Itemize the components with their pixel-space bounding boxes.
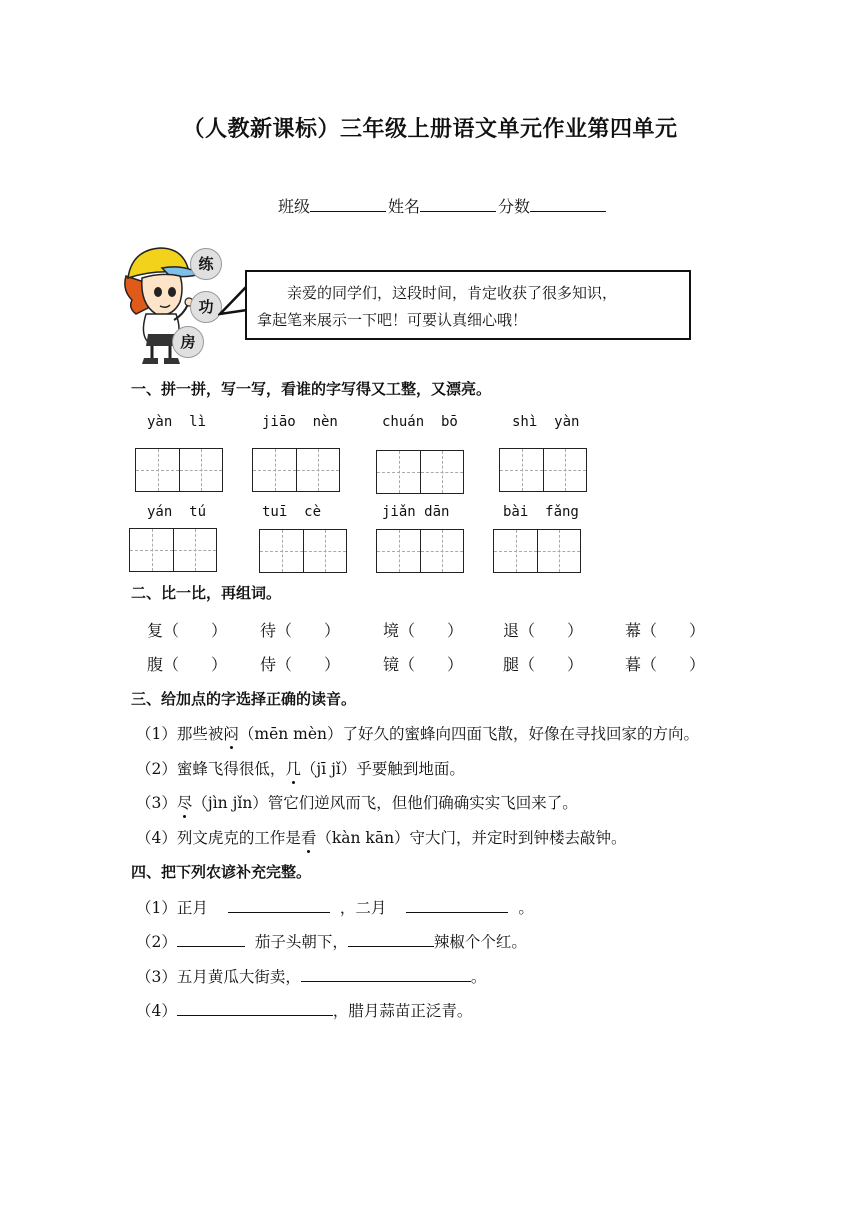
name-blank[interactable] [420, 197, 496, 212]
question-text: ，腊月蒜苗正泛青。 [332, 1002, 473, 1020]
question-text: （2） [136, 933, 177, 951]
question-text: （4）列文虎克的工作是 [136, 829, 301, 847]
writing-grid[interactable] [376, 529, 464, 573]
writing-grid[interactable] [259, 529, 347, 573]
question-text: （1）那些被 [136, 725, 224, 743]
pinyin-yan-tu: yán tú [147, 504, 207, 520]
pinyin-shi-yan: shì yàn [512, 414, 580, 430]
badge-gong: 功 [190, 291, 222, 323]
answer-blank[interactable] [301, 967, 471, 982]
question-text: ，二月 [339, 899, 387, 917]
question-text: （jī jǐ）乎要触到地面。 [300, 760, 465, 778]
badge-fang: 房 [172, 326, 204, 358]
writing-grid[interactable] [129, 528, 217, 572]
question-text: 茄子头朝下， [254, 933, 348, 951]
pinyin-chuan-bo: chuán bō [382, 414, 458, 430]
class-label: 班级 [278, 197, 311, 216]
compare-item: 暮（ ） [625, 655, 706, 674]
question-text: 。 [470, 968, 487, 986]
writing-grid[interactable] [135, 448, 223, 492]
compare-item: 复（ ） [147, 621, 228, 640]
question-text: （4） [136, 1002, 177, 1020]
badge-lian: 练 [190, 248, 222, 280]
writing-grid[interactable] [376, 450, 464, 494]
question-text: （jìn jǐn）管它们逆风而飞，但他们确确实实飞回来了。 [192, 794, 578, 812]
class-blank[interactable] [310, 197, 386, 212]
pinyin-jian-dan: jiǎn dān [382, 504, 450, 520]
question-text: （2）蜜蜂飞得很低， [136, 760, 286, 778]
name-label: 姓名 [388, 197, 421, 216]
section-2-heading: 二、比一比，再组词。 [131, 584, 282, 602]
section-4-heading: 四、把下列农谚补充完整。 [131, 863, 312, 881]
compare-item: 腿（ ） [503, 655, 584, 674]
bubble-line-2: 拿起笔来展示一下吧！可要认真细心哦！ [257, 311, 528, 329]
dotted-character: 尽 [177, 791, 193, 813]
compare-item: 境（ ） [383, 621, 464, 640]
answer-blank[interactable] [228, 898, 330, 913]
student-info-line [278, 194, 608, 217]
proverb-question-1 [136, 896, 534, 918]
question-text: （kàn kān）守大门，并定时到钟楼去敲钟。 [316, 829, 627, 847]
proverb-question-3 [136, 965, 486, 987]
answer-blank[interactable] [406, 898, 508, 913]
compare-item: 腹（ ） [147, 655, 228, 674]
dotted-character: 看 [301, 826, 317, 848]
dotted-character: 几 [285, 757, 301, 779]
dotted-character: 闷 [223, 722, 239, 744]
writing-grid[interactable] [493, 529, 581, 573]
question-text: 。 [518, 899, 534, 917]
pronunciation-question-2 [136, 757, 465, 779]
question-text: （3） [136, 794, 177, 812]
section-1-heading: 一、拼一拼，写一写，看谁的字写得又工整，又漂亮。 [131, 380, 492, 398]
pronunciation-question-3 [136, 791, 578, 813]
pinyin-tui-ce: tuī cè [262, 504, 322, 520]
proverb-question-2 [136, 930, 527, 952]
score-blank[interactable] [530, 197, 606, 212]
proverb-question-4 [136, 999, 472, 1021]
pronunciation-question-1 [136, 722, 699, 744]
pronunciation-question-4 [136, 826, 627, 848]
question-text: 辣椒个个红。 [433, 933, 527, 951]
page-title: （人教新课标）三年级上册语文单元作业第四单元 [182, 116, 678, 142]
answer-blank[interactable] [348, 932, 434, 947]
pinyin-yan-li: yàn lì [147, 414, 207, 430]
speech-bubble [245, 270, 691, 340]
section-3-heading: 三、给加点的字选择正确的读音。 [131, 690, 357, 708]
question-text: （mēn mèn）了好久的蜜蜂向四面飞散，好像在寻找回家的方向。 [238, 725, 700, 743]
question-text: （1）正月 [136, 899, 208, 917]
compare-item: 镜（ ） [383, 655, 464, 674]
pinyin-bai-fang: bài fǎng [503, 504, 579, 520]
answer-blank[interactable] [177, 1001, 333, 1016]
writing-grid[interactable] [252, 448, 340, 492]
compare-item: 幕（ ） [625, 621, 706, 640]
writing-grid[interactable] [499, 448, 587, 492]
question-text: （3）五月黄瓜大街卖， [136, 968, 301, 986]
score-label: 分数 [498, 197, 531, 216]
answer-blank[interactable] [177, 932, 245, 947]
pinyin-jiao-nen: jiāo nèn [262, 414, 338, 430]
compare-item: 退（ ） [503, 621, 584, 640]
compare-item: 侍（ ） [260, 655, 341, 674]
bubble-line-1: 亲爱的同学们，这段时间，肯定收获了很多知识， [287, 284, 618, 302]
compare-item: 待（ ） [260, 621, 341, 640]
